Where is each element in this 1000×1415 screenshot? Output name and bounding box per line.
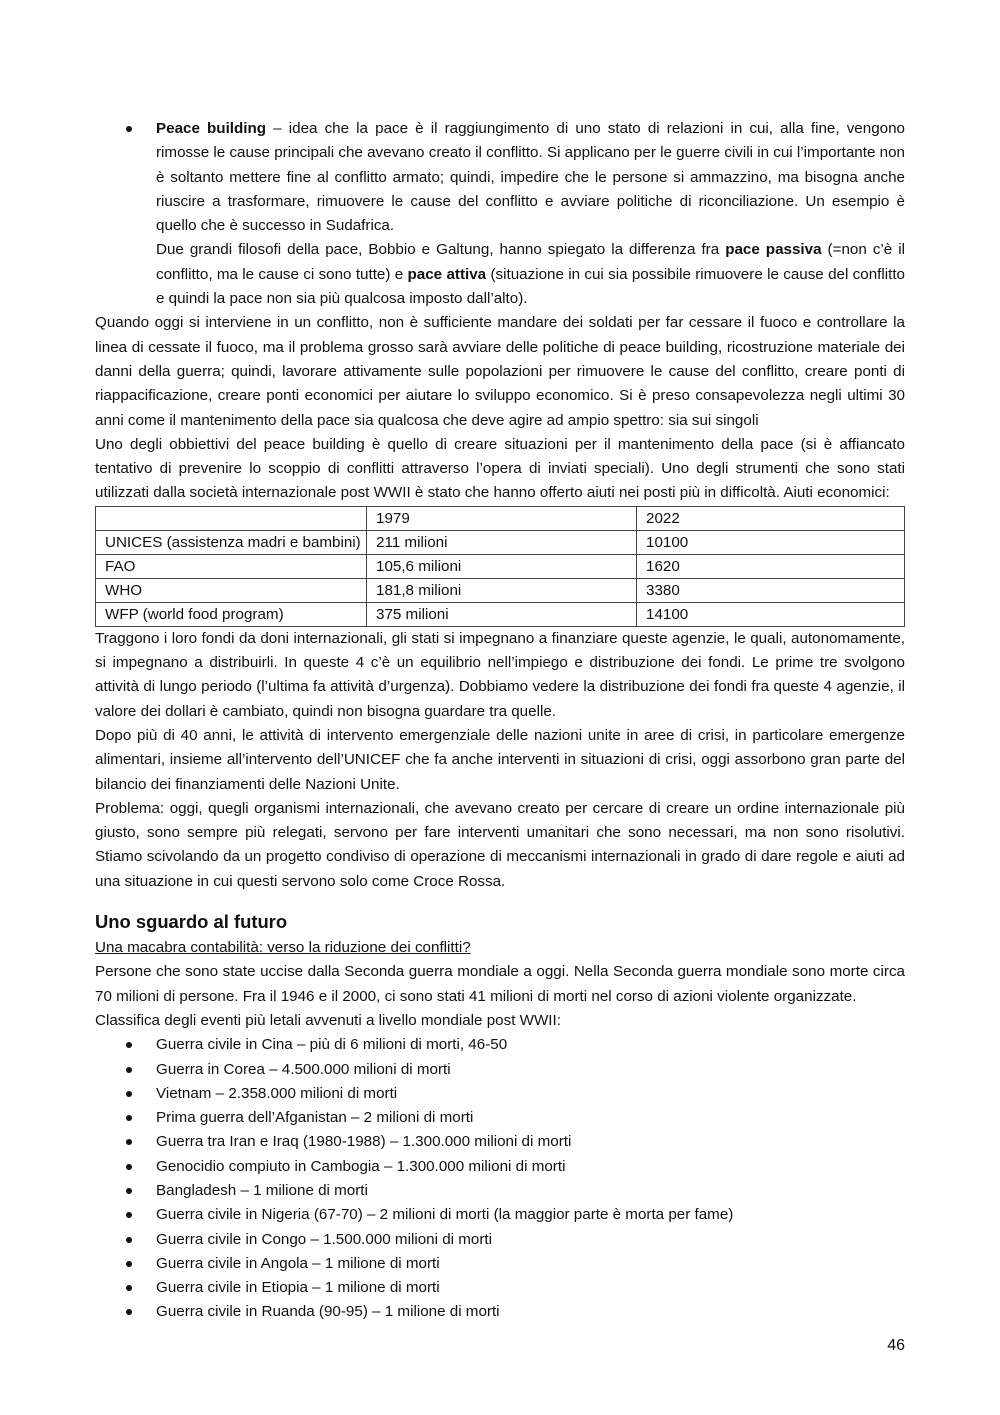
- bullet-icon: [126, 1042, 132, 1048]
- list-item: [95, 1155, 905, 1179]
- peace-building-text: – idea che la pace è il raggiungimento di uno stato di relazioni in cui, alla fine, vengono rimosse le cause principali che avevano creato il conflitto. Si applicano per le guerre civili in cui l’importante non è soltanto mettere fine al conflitto armato; quindi, impedire che le persone si ammazzino, ma bisogna anche riuscire a trasformare, rimuovere le cause del conflitto e avviare politiche di riconciliazione. Un esempio è quello che è successo in Sudafrica.: [156, 120, 905, 235]
- paragraph-ranking-intro: Classifica degli eventi più letali avvenuti a livello mondiale post WWII:: [95, 1011, 561, 1029]
- table-cell: 10100: [637, 530, 905, 554]
- list-item-text: Guerra civile in Cina – più di 6 milioni di morti, 46-50: [156, 1036, 508, 1054]
- list-item: [95, 1228, 905, 1252]
- peace-building-definition: [156, 117, 905, 238]
- table-cell: 1620: [637, 554, 905, 578]
- bullet-icon: [126, 1164, 132, 1170]
- table-row: [96, 602, 905, 626]
- philosophers-text-a: Due grandi filosofi della pace, Bobbio e Galtung, hanno spiegato la differenza fra: [156, 241, 726, 259]
- bullet-peace-building: [95, 117, 905, 311]
- bullet-icon: [126, 1067, 132, 1073]
- paragraph-emergency-interventions: Dopo più di 40 anni, le attività di intervento emergenziale delle nazioni unite in aree di crisi, in particolare emergenze alimentari, insieme all’intervento dell’UNICEF che fa anche interventi in situazioni di crisi, oggi assorbono gran parte del bilancio dei finanziamenti delle Nazioni Unite.: [95, 726, 905, 793]
- bullet-icon: [126, 1091, 132, 1097]
- list-item-text: Guerra civile in Ruanda (90-95) – 1 milione di morti: [156, 1303, 500, 1321]
- table-cell: 181,8 milioni: [367, 578, 637, 602]
- bullet-icon: [126, 1139, 132, 1145]
- deadly-events-list: [95, 1033, 905, 1325]
- list-item-text: Guerra civile in Nigeria (67-70) – 2 milioni di morti (la maggior parte è morta per fame): [156, 1206, 734, 1224]
- table-cell: 375 milioni: [367, 602, 637, 626]
- subheading: Una macabra contabilità: verso la riduzione dei conflitti?: [95, 939, 471, 957]
- list-item: [95, 1179, 905, 1203]
- bullet-icon: [126, 1188, 132, 1194]
- term-peace-building: Peace building: [156, 120, 267, 137]
- list-item: [95, 1033, 905, 1057]
- paragraph-problem: Problema: oggi, quegli organismi internazionali, che avevano creato per cercare di creare un ordine internazionale più giusto, sono sempre più relegati, servono per fare interventi umanitari che sono necessari, ma non sono risolutivi. Stiamo scivolando da un progetto condiviso di operazione di meccanismi internazionali in grado di dare regole e aiuti ad una situazione in cui questi servono solo come Croce Rossa.: [95, 799, 905, 890]
- table-cell: UNICES (assistenza madri e bambini): [96, 530, 367, 554]
- table-cell: 3380: [637, 578, 905, 602]
- bullet-icon: [126, 126, 132, 132]
- table-row: [96, 530, 905, 554]
- list-item-text: Guerra in Corea – 4.500.000 milioni di morti: [156, 1060, 451, 1078]
- paragraph-funding: Traggono i loro fondi da doni internazionali, gli stati si impegnano a finanziare queste agenzie, le quali, autonomamente, si impegnano a distribuirli. In queste 4 c’è un equilibrio nell’impiego e distribuzione dei fondi. Le prime tre svolgono attività di lungo periodo (l’ultima fa attività d’urgenza). Dobbiamo vedere la distribuzione dei fondi fra queste 4 agenzie, il valore dei dollari è cambiato, quindi non bisogna guardare tra quelle.: [95, 629, 905, 720]
- table-cell: FAO: [96, 554, 367, 578]
- list-item-text: Vietnam – 2.358.000 milioni di morti: [156, 1084, 398, 1102]
- table-header-row: [96, 506, 905, 530]
- list-item: [95, 1130, 905, 1154]
- bullet-icon: [126, 1237, 132, 1243]
- table-cell: [96, 506, 367, 530]
- list-item-text: Genocidio compiuto in Cambogia – 1.300.000 milioni di morti: [156, 1157, 566, 1175]
- philosophers-text-c: (situazione in cui sia possibile rimuovere le cause del conflitto e quindi la pace non sia più qualcosa imposto dall’alto).: [156, 265, 905, 308]
- term-pace-attiva: pace attiva: [407, 265, 487, 283]
- list-item: [95, 1276, 905, 1300]
- list-item-text: Guerra civile in Etiopia – 1 milione di morti: [156, 1279, 440, 1297]
- list-item: [95, 1252, 905, 1276]
- bullet-icon: [126, 1212, 132, 1218]
- table-cell: 2022: [637, 506, 905, 530]
- philosophers-text-b: (=non c’è il conflitto, ma le cause ci sono tutte) e: [156, 241, 905, 283]
- bullet-icon: [126, 1115, 132, 1121]
- table-row: [96, 578, 905, 602]
- list-item-text: Guerra civile in Angola – 1 milione di morti: [156, 1254, 440, 1272]
- bullet-icon: [126, 1261, 132, 1267]
- list-item: [95, 1106, 905, 1130]
- list-item-text: Prima guerra dell’Afganistan – 2 milioni di morti: [156, 1109, 474, 1127]
- table-cell: 211 milioni: [367, 530, 637, 554]
- table-row: [96, 554, 905, 578]
- list-item-text: Guerra civile in Congo – 1.500.000 milioni di morti: [156, 1230, 492, 1248]
- economic-aid-table: [95, 506, 905, 627]
- section-title: Uno sguardo al futuro: [95, 911, 288, 933]
- table-cell: 14100: [637, 602, 905, 626]
- list-item-text: Guerra tra Iran e Iraq (1980-1988) – 1.300.000 milioni di morti: [156, 1133, 572, 1151]
- list-item: [95, 1203, 905, 1227]
- term-pace-passiva: pace passiva: [725, 241, 822, 259]
- bullet-icon: [126, 1285, 132, 1291]
- paragraph-conflict-intervention: Quando oggi si interviene in un conflitto, non è sufficiente mandare dei soldati per far cessare il fuoco e controllare la linea di cessate il fuoco, ma il problema grosso sarà avviare delle politiche di peace building, ricostruzione materiale dei danni della guerra; quindi, lavorare attivamente sulle popolazioni per rimuovere le cause del conflitto, creare ponti di riappacificazione, creare ponti economici per aiutare lo sviluppo economico. Si è preso consapevolezza negli ultimi 30 anni come il mantenimento della pace sia qualcosa che deve agire ad ampio spettro: sia sui singoli: [95, 314, 905, 429]
- table-cell: WFP (world food program): [96, 602, 367, 626]
- list-item: [95, 1082, 905, 1106]
- table-cell: 1979: [367, 506, 637, 530]
- paragraph-peace-building-objectives: Uno degli obbiettivi del peace building è quello di creare situazioni per il mantenimento della pace (si è affiancato tentativo di prevenire lo scoppio di conflitti attraverso l’opera di inviati speciali). Uno degli strumenti che sono stati utilizzati dalla società internazionale post WWII è stato che hanno offerto aiuti nei posti più in difficoltà. Aiuti economici:: [95, 435, 905, 502]
- document-page: [95, 117, 905, 1325]
- list-item-text: Bangladesh – 1 milione di morti: [156, 1181, 368, 1199]
- paragraph-casualties: Persone che sono state uccise dalla Seconda guerra mondiale a oggi. Nella Seconda guerra mondiale sono morte circa 70 milioni di persone. Fra il 1946 e il 2000, ci sono stati 41 milioni di morti nel corso di azioni violente organizzate.: [95, 963, 905, 1005]
- bullet-icon: [126, 1309, 132, 1315]
- table-cell: 105,6 milioni: [367, 554, 637, 578]
- list-item: [95, 1300, 905, 1324]
- page-number: 46: [887, 1337, 905, 1354]
- list-item: [95, 1058, 905, 1082]
- table-cell: WHO: [96, 578, 367, 602]
- peace-philosophers-text: [156, 238, 905, 311]
